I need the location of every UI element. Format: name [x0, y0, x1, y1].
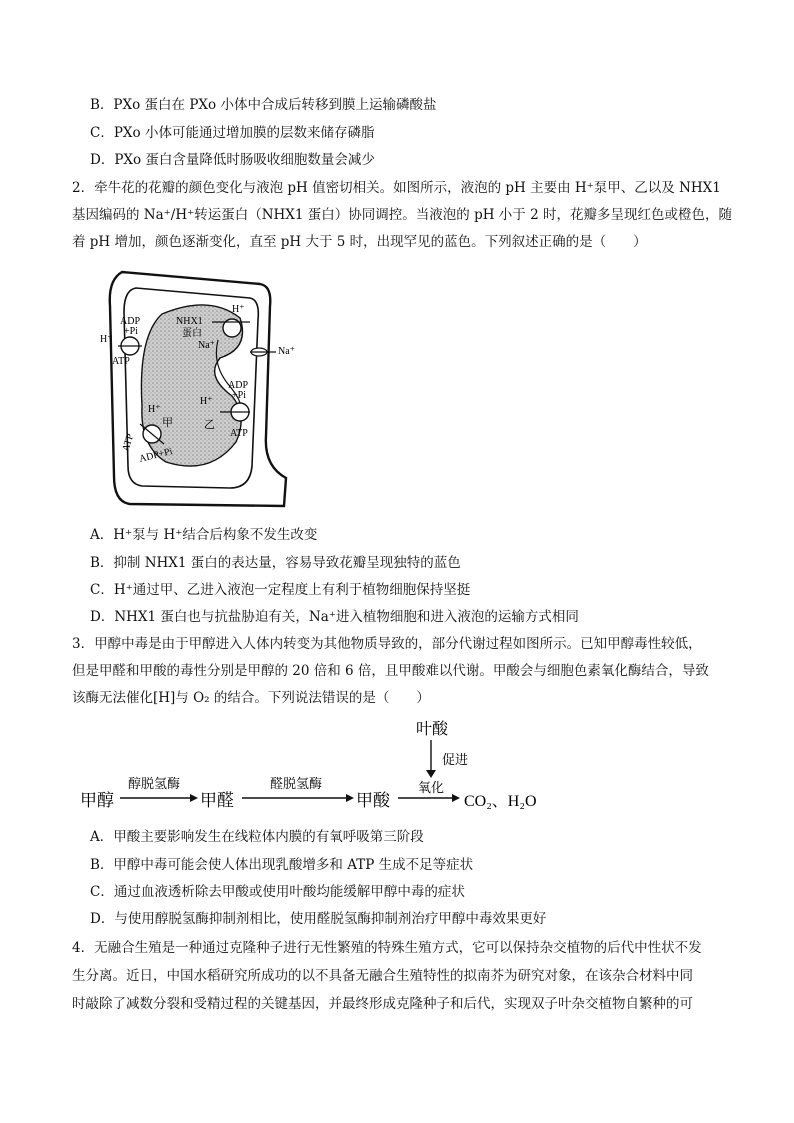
h-top-label: H⁺ [232, 304, 245, 315]
q3-option-c: C．通过血液透析除去甲酸或使用叶酸均能缓解甲醇中毒的症状 [90, 884, 465, 900]
jia-label: 甲 [162, 417, 173, 429]
q2-option-d: D．NHX1 蛋白也与抗盐胁迫有关，Na⁺进入植物细胞和进入液泡的运输方式相同 [90, 609, 579, 625]
alcohol-dehydrogenase-label: 醇脱氢酶 [128, 776, 181, 791]
oxidation-label: 氧化 [418, 780, 445, 795]
adp-label-3: ADP+Pi [138, 446, 174, 465]
adp-label-2: ADP [228, 380, 249, 391]
nhx1-label: NHX1 [176, 316, 203, 327]
h-low-label: H⁺ [148, 404, 161, 415]
pi-label-2: +Pi [232, 390, 246, 401]
q2-stem-line-2: 基因编码的 Na⁺/H⁺转运蛋白（NHX1 蛋白）协同调控。当液泡的 pH 小于 2 时，花瓣多呈现红色或橙色，随 [72, 207, 732, 223]
h-left-label: H⁺ [100, 334, 113, 345]
methanol-label: 甲醇 [80, 791, 114, 810]
formaldehyde-label: 甲醛 [200, 791, 234, 810]
q1-option-c: C．PXo 小体可能通过增加膜的层数来储存磷脂 [90, 125, 375, 141]
q1-option-b: B．PXo 蛋白在 PXo 小体中合成后转移到膜上运输磷酸盐 [90, 97, 437, 113]
h-mid-label: H⁺ [200, 396, 213, 407]
q2-stem-line-1: 2．牵牛花的花瓣的颜色变化与液泡 pH 值密切相关。如图所示，液泡的 pH 主要由 H⁺泵甲、乙以及 NHX1 [72, 180, 721, 196]
q3-option-d: D．与使用醇脱氢酶抑制剂相比，使用醛脱氢酶抑制剂治疗甲醇中毒效果更好 [90, 911, 547, 927]
products-label: CO₂、H₂O [464, 793, 537, 810]
q3-stem-line-3: 该酶无法催化[H]与 O₂ 的结合。下列说法错误的是（ ） [72, 690, 430, 706]
q1-option-d: D．PXo 蛋白含量降低时肠吸收细胞数量会减少 [90, 152, 375, 168]
methanol-pathway-figure [80, 716, 560, 816]
q4-stem-line-2: 生分离。近日，中国水稻研究所成功的以不具备无融合生殖特性的拟南芥为研究对象，在该杂合材料中同 [72, 968, 693, 984]
q4-stem-line-1: 4．无融合生殖是一种通过克隆种子进行无性繁殖的特殊生殖方式，它可以保持杂交植物的后代中性状不发 [72, 940, 702, 956]
na-inside-label: Na⁺ [198, 340, 215, 351]
q3-stem-line-1: 3．甲醇中毒是由于甲醇进入人体内转变为其他物质导致的，部分代谢过程如图所示。已知甲醇毒性较低， [72, 636, 702, 652]
q4-stem-line-3: 时敲除了减数分裂和受精过程的关键基因，并最终形成克隆种子和后代，实现双子叶杂交植物自繁种的可 [72, 996, 693, 1012]
q2-stem-line-3: 着 pH 增加，颜色逐渐变化，直至 pH 大于 5 时，出现罕见的蓝色。下列叙述正确的是（ ） [72, 234, 647, 250]
folic-acid-label: 叶酸 [416, 721, 449, 738]
adp-label-1: ADP [120, 316, 141, 327]
q2-option-a: A．H⁺泵与 H⁺结合后构象不发生改变 [90, 527, 318, 543]
q2-option-c: C．H⁺通过甲、乙进入液泡一定程度上有利于植物细胞保持坚挺 [90, 582, 471, 598]
yi-label: 乙 [204, 419, 215, 431]
aldehyde-dehydrogenase-label: 醛脱氢酶 [270, 776, 323, 791]
q3-option-a: A．甲酸主要影响发生在线粒体内膜的有氧呼吸第三阶段 [90, 829, 424, 845]
atp-label-1: ATP [112, 356, 130, 367]
q2-option-b: B．抑制 NHX1 蛋白的表达量，容易导致花瓣呈现独特的蓝色 [90, 555, 461, 571]
protein-label: 蛋白 [182, 328, 202, 339]
atp-label-2: ATP [230, 428, 248, 439]
atp-label-3: ATP [120, 432, 137, 453]
plant-cell-figure [100, 266, 295, 516]
q3-stem-line-2: 但是甲醛和甲酸的毒性分别是甲醇的 20 倍和 6 倍，且甲酸难以代谢。甲酸会与细胞色素氧化酶结合，导致 [72, 663, 709, 679]
pi-label-1: +Pi [124, 326, 138, 337]
q3-option-b: B．甲醇中毒可能会使人体出现乳酸增多和 ATP 生成不足等症状 [90, 857, 474, 873]
formic-acid-label: 甲酸 [356, 791, 390, 810]
promote-label: 促进 [442, 752, 469, 767]
na-right-label: Na⁺ [278, 346, 295, 357]
